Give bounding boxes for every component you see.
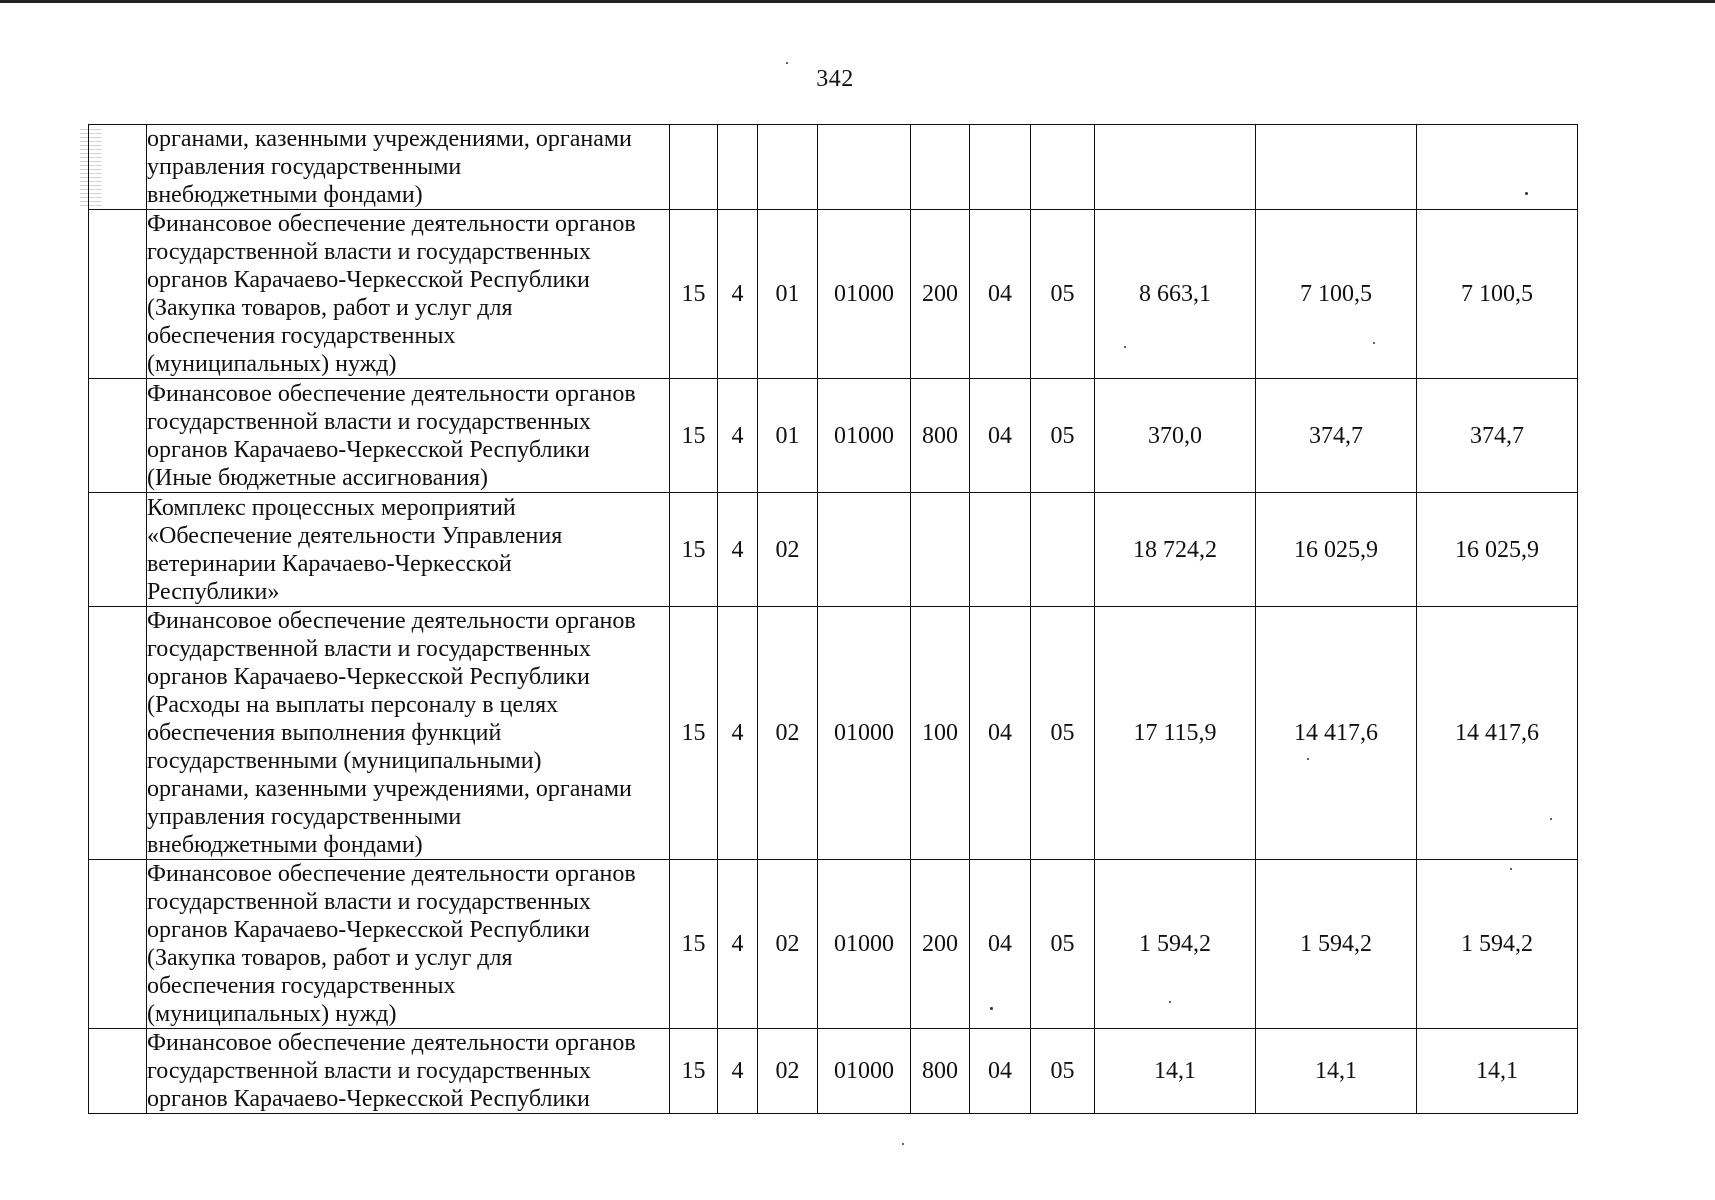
code-cell-c1: 15 (670, 1029, 718, 1114)
code-cell-c7: 05 (1031, 210, 1095, 379)
description-cell: Финансовое обеспечение деятельности органов государственной власти и государственных органов Карачаево-Черкесской Республики (Иные бюджетные ассигнования) (147, 379, 670, 493)
scan-speck (1124, 346, 1126, 348)
description-cell: Финансовое обеспечение деятельности органов государственной власти и государственных органов Карачаево-Черкесской Республики (Закупка товаров, работ и услуг для обеспечения государственных (муниципальных) нужд) (147, 860, 670, 1029)
code-cell-c2: 4 (718, 379, 758, 493)
amount-cell-v1: 8 663,1 (1095, 210, 1256, 379)
row-number-cell (89, 125, 147, 210)
code-cell-c5 (911, 493, 970, 607)
table-row (89, 210, 1578, 379)
code-cell-c2: 4 (718, 493, 758, 607)
code-cell-c7: 05 (1031, 379, 1095, 493)
table-row (89, 1029, 1578, 1114)
code-cell-c1: 15 (670, 860, 718, 1029)
code-cell-c1: 15 (670, 607, 718, 860)
amount-cell-v1 (1095, 125, 1256, 210)
code-cell-c4 (818, 125, 911, 210)
scan-speck (1169, 1001, 1171, 1003)
code-cell-c7 (1031, 125, 1095, 210)
code-cell-c7: 05 (1031, 607, 1095, 860)
table-row (89, 125, 1578, 210)
amount-cell-v3: 374,7 (1417, 379, 1578, 493)
scan-speck (786, 62, 788, 64)
code-cell-c5: 200 (911, 210, 970, 379)
code-cell-c6: 04 (970, 607, 1031, 860)
page-number: 342 (816, 66, 854, 92)
description-cell: Комплекс процессных мероприятий «Обеспечение деятельности Управления ветеринарии Карачаево-Черкесской Республики» (147, 493, 670, 607)
scan-speck (902, 1143, 904, 1145)
code-cell-c4: 01000 (818, 1029, 911, 1114)
code-cell-c3: 02 (758, 860, 818, 1029)
code-cell-c6 (970, 125, 1031, 210)
amount-cell-v1: 1 594,2 (1095, 860, 1256, 1029)
scan-speck (1525, 192, 1528, 195)
amount-cell-v1: 370,0 (1095, 379, 1256, 493)
code-cell-c3: 02 (758, 493, 818, 607)
code-cell-c7: 05 (1031, 1029, 1095, 1114)
code-cell-c4: 01000 (818, 607, 911, 860)
description-cell: органами, казенными учреждениями, органами управления государственными внебюджетными фондами) (147, 125, 670, 210)
table-row (89, 493, 1578, 607)
description-cell: Финансовое обеспечение деятельности органов государственной власти и государственных органов Карачаево-Черкесской Республики (147, 1029, 670, 1114)
row-number-cell (89, 607, 147, 860)
code-cell-c1: 15 (670, 379, 718, 493)
amount-cell-v3 (1417, 125, 1578, 210)
code-cell-c5: 800 (911, 1029, 970, 1114)
code-cell-c3: 01 (758, 379, 818, 493)
table-row (89, 860, 1578, 1029)
code-cell-c5: 200 (911, 860, 970, 1029)
scan-speck (1550, 818, 1552, 820)
amount-cell-v2 (1256, 125, 1417, 210)
code-cell-c4 (818, 493, 911, 607)
description-cell: Финансовое обеспечение деятельности органов государственной власти и государственных органов Карачаево-Черкесской Республики (Расходы на выплаты персоналу в целях обеспечения выполнения функций государственными (муниципальными) органами, казенными учреждениями, органами управления государственными внебюджетными фондами) (147, 607, 670, 860)
budget-table (88, 124, 1578, 1114)
table-body (89, 125, 1578, 1114)
code-cell-c6: 04 (970, 1029, 1031, 1114)
table-row (89, 379, 1578, 493)
row-number-cell (89, 379, 147, 493)
code-cell-c3: 01 (758, 210, 818, 379)
code-cell-c4: 01000 (818, 860, 911, 1029)
code-cell-c6: 04 (970, 379, 1031, 493)
amount-cell-v1: 18 724,2 (1095, 493, 1256, 607)
table-row (89, 607, 1578, 860)
scan-speck (1510, 868, 1512, 870)
amount-cell-v3: 14 417,6 (1417, 607, 1578, 860)
code-cell-c3: 02 (758, 1029, 818, 1114)
amount-cell-v2: 14 417,6 (1256, 607, 1417, 860)
amount-cell-v3: 14,1 (1417, 1029, 1578, 1114)
code-cell-c2 (718, 125, 758, 210)
row-number-cell (89, 1029, 147, 1114)
code-cell-c7: 05 (1031, 860, 1095, 1029)
amount-cell-v2: 16 025,9 (1256, 493, 1417, 607)
amount-cell-v2: 1 594,2 (1256, 860, 1417, 1029)
code-cell-c6: 04 (970, 210, 1031, 379)
amount-cell-v2: 374,7 (1256, 379, 1417, 493)
code-cell-c3 (758, 125, 818, 210)
amount-cell-v2: 7 100,5 (1256, 210, 1417, 379)
code-cell-c5: 800 (911, 379, 970, 493)
amount-cell-v3: 7 100,5 (1417, 210, 1578, 379)
amount-cell-v1: 14,1 (1095, 1029, 1256, 1114)
code-cell-c2: 4 (718, 860, 758, 1029)
scan-speck (1373, 342, 1375, 344)
scan-speck (1307, 758, 1309, 760)
description-cell: Финансовое обеспечение деятельности органов государственной власти и государственных органов Карачаево-Черкесской Республики (Закупка товаров, работ и услуг для обеспечения государственных (муниципальных) нужд) (147, 210, 670, 379)
row-number-cell (89, 210, 147, 379)
code-cell-c6: 04 (970, 860, 1031, 1029)
scan-speck (990, 1007, 993, 1010)
code-cell-c1 (670, 125, 718, 210)
code-cell-c5: 100 (911, 607, 970, 860)
code-cell-c2: 4 (718, 210, 758, 379)
margin-scan-artifact (78, 62, 100, 100)
row-number-cell (89, 860, 147, 1029)
amount-cell-v3: 16 025,9 (1417, 493, 1578, 607)
code-cell-c2: 4 (718, 1029, 758, 1114)
code-cell-c1: 15 (670, 493, 718, 607)
amount-cell-v2: 14,1 (1256, 1029, 1417, 1114)
code-cell-c2: 4 (718, 607, 758, 860)
code-cell-c4: 01000 (818, 379, 911, 493)
code-cell-c5 (911, 125, 970, 210)
scan-top-edge (0, 0, 1715, 3)
code-cell-c6 (970, 493, 1031, 607)
amount-cell-v3: 1 594,2 (1417, 860, 1578, 1029)
code-cell-c1: 15 (670, 210, 718, 379)
code-cell-c7 (1031, 493, 1095, 607)
amount-cell-v1: 17 115,9 (1095, 607, 1256, 860)
row-number-cell (89, 493, 147, 607)
code-cell-c3: 02 (758, 607, 818, 860)
code-cell-c4: 01000 (818, 210, 911, 379)
